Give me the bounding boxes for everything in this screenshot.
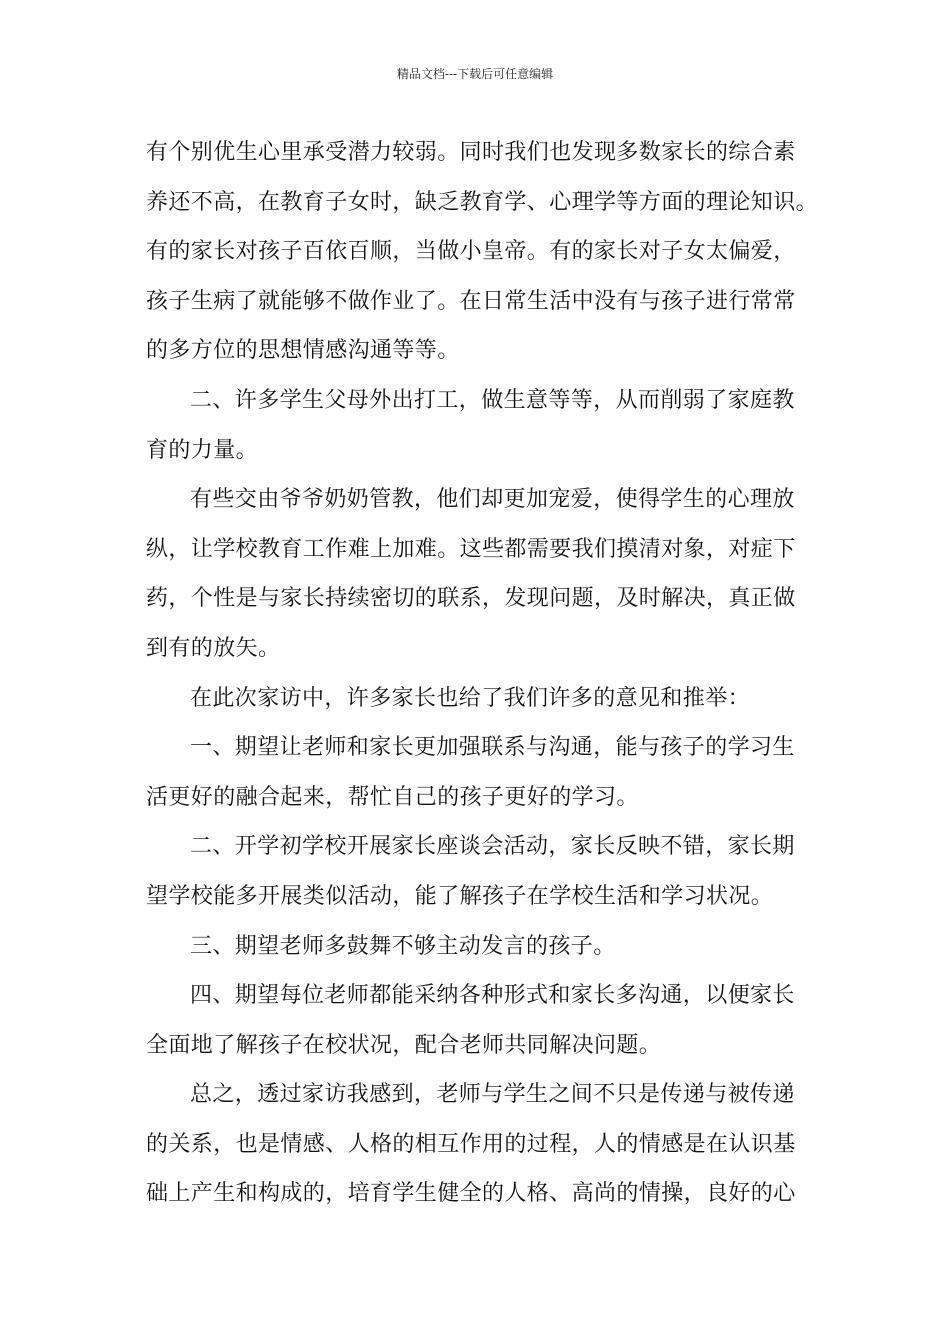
text-line: 的关系，也是情感、人格的相互作用的过程，人的情感是在认识基 [146,1131,796,1157]
text-line: 二、开学初学校开展家长座谈会活动，家长反映不错，家长期 [190,834,795,860]
document-body [146,128,819,1219]
text-line: 孩子生病了就能够不做作业了。在日常生活中没有与孩子进行常常 [146,288,796,314]
text-line: 养还不高，在教育子女时，缺乏教育学、心理学等方面的理论知识。 [146,189,819,215]
text-line: 药，个性是与家长持续密切的联系，发现问题，及时解决，真正做 [146,586,796,612]
text-line: 总之，透过家访我感到，老师与学生之间不只是传递与被传递 [190,1082,795,1108]
text-line: 全面地了解孩子在校状况，配合老师共同解决问题。 [146,1032,662,1058]
text-line: 三、期望老师多鼓舞不够主动发言的孩子。 [190,933,616,959]
text-line: 二、许多学生父母外出打工，做生意等等，从而削弱了家庭教 [190,387,795,413]
text-line: 的多方位的思想情感沟通等等。 [146,338,460,364]
text-line: 有些交由爷爷奶奶管教，他们却更加宠爱，使得学生的心理放 [190,487,795,513]
text-line: 有的家长对孩子百依百顺，当做小皇帝。有的家长对子女太偏爱， [146,239,796,265]
text-line: 在此次家访中，许多家长也给了我们许多的意见和推举： [190,685,751,711]
text-line: 育的力量。 [146,437,259,463]
text-line: 望学校能多开展类似活动，能了解孩子在学校生活和学习状况。 [146,883,774,909]
text-line: 纵，让学校教育工作难上加难。这些都需要我们摸清对象，对症下 [146,536,796,562]
text-line: 到有的放矢。 [146,635,281,661]
text-line: 础上产生和构成的，培育学生健全的人格、高尚的情操，良好的心 [146,1181,796,1207]
text-line: 四、期望每位老师都能采纳各种形式和家长多沟通，以便家长 [190,983,795,1009]
text-line: 有个别优生心里承受潜力较弱。同时我们也发现多数家长的综合素 [146,140,796,165]
page-header: 精品文档---下载后可任意编辑 [396,67,554,81]
text-line: 活更好的融合起来，帮忙自己的孩子更好的学习。 [146,784,639,810]
text-line: 一、期望让老师和家长更加强联系与沟通，能与孩子的学习生 [190,735,795,761]
